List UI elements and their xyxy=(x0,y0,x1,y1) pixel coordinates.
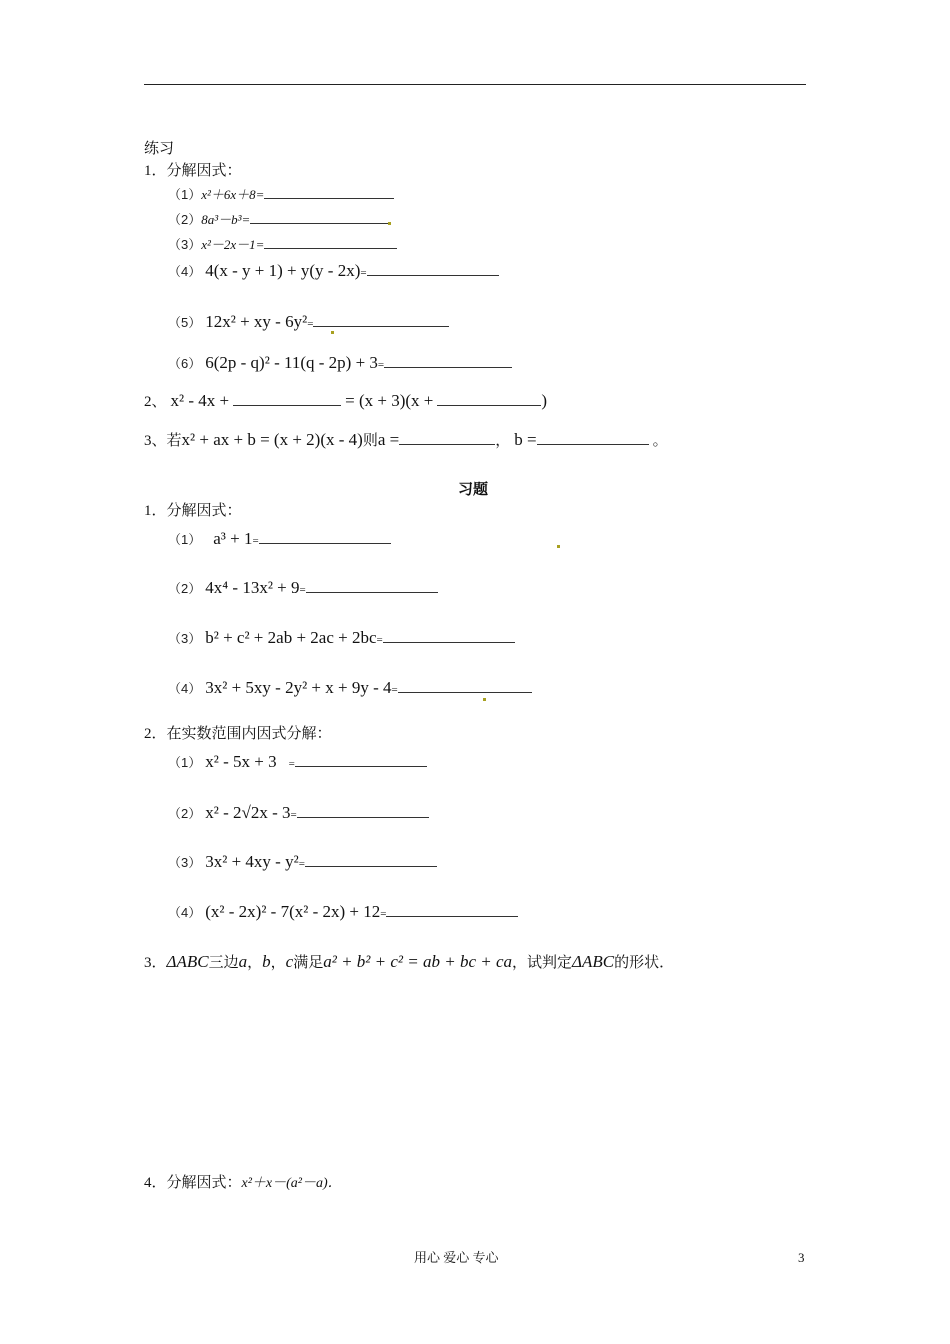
math-expression: 3x² + 5xy - 2y² + x + 9y - 4 xyxy=(205,678,392,697)
practice-q1-item-3 xyxy=(168,237,397,253)
answer-blank[interactable] xyxy=(297,817,429,818)
question-text: ，试判定 xyxy=(512,955,573,971)
math-variable: b xyxy=(262,952,271,971)
equals-sign: = xyxy=(380,908,387,920)
exercise-q1-item-1 xyxy=(168,530,391,548)
math-expression: b² + c² + 2ab + 2ac + 2bc xyxy=(205,628,377,647)
item-number: （3） xyxy=(168,631,202,646)
question-number: 3． xyxy=(144,955,167,971)
math-expression: x² - 2√2x - 3 xyxy=(205,803,291,822)
math-expression: x²－2x－1= xyxy=(201,237,265,252)
math-expression: (x² - 2x)² - 7(x² - 2x) + 12 xyxy=(205,902,381,921)
math-expression: ΔABC xyxy=(166,952,209,971)
item-number: （5） xyxy=(168,315,202,330)
header-rule xyxy=(144,84,806,85)
question-text: 三边 xyxy=(208,955,239,971)
math-expression: ) xyxy=(541,391,548,410)
practice-q1-item-2 xyxy=(168,212,388,228)
exercise-q1-item-2 xyxy=(168,579,438,597)
decorative-speck xyxy=(557,545,560,548)
punctuation: 。 xyxy=(652,433,668,449)
answer-blank[interactable] xyxy=(437,405,541,406)
answer-blank[interactable] xyxy=(264,198,394,199)
exercise-q2-item-1 xyxy=(168,753,427,771)
math-expression: x²＋x－(a²－a)． xyxy=(241,1176,342,1191)
page-number: 3 xyxy=(798,1250,805,1265)
practice-q1-item-6 xyxy=(168,354,512,372)
answer-blank[interactable] xyxy=(313,326,449,327)
math-variable: a xyxy=(238,952,248,971)
answer-blank[interactable] xyxy=(398,692,532,693)
item-number: （4） xyxy=(168,905,202,920)
equals-sign: = xyxy=(376,634,383,646)
exercise-q2-item-4 xyxy=(168,903,518,921)
question-text: 4．分解因式： xyxy=(144,1175,242,1191)
item-number: （2） xyxy=(168,212,202,227)
exercise-q2-item-3 xyxy=(168,853,437,871)
answer-blank[interactable] xyxy=(305,866,437,867)
math-expression: a = xyxy=(377,430,400,449)
practice-q2 xyxy=(144,392,547,410)
answer-blank[interactable] xyxy=(306,592,438,593)
decorative-speck xyxy=(331,331,334,334)
answer-blank[interactable] xyxy=(386,916,518,917)
math-expression: 4x⁴ - 13x² + 9 xyxy=(205,578,300,597)
answer-blank[interactable] xyxy=(399,444,495,445)
item-number: （1） xyxy=(168,187,202,202)
item-number: （2） xyxy=(168,806,202,821)
math-expression: a³ + 1 xyxy=(213,529,253,548)
equals-sign: = xyxy=(377,359,385,371)
punctuation: ， xyxy=(270,955,286,971)
practice-q1-label: 1．分解因式： xyxy=(144,163,242,179)
exercise-q2-item-2 xyxy=(168,804,429,822)
answer-blank[interactable] xyxy=(295,766,427,767)
answer-blank[interactable] xyxy=(383,642,515,643)
answer-blank[interactable] xyxy=(367,275,499,276)
equals-sign: = xyxy=(298,858,305,870)
answer-blank[interactable] xyxy=(259,543,391,544)
then-word: 则 xyxy=(362,433,378,449)
answer-blank[interactable] xyxy=(250,223,388,224)
question-number: 3、若 xyxy=(144,433,182,449)
item-number: （4） xyxy=(168,681,202,696)
equals-sign: = xyxy=(299,584,306,596)
math-expression: = (x + 3)(x + xyxy=(345,391,434,410)
math-expression: x²＋6x＋8= xyxy=(201,187,265,202)
exercise-q1-item-4 xyxy=(168,679,532,697)
math-expression: 8a³－b³= xyxy=(201,212,251,227)
answer-blank[interactable] xyxy=(537,444,649,445)
question-text: 的形状． xyxy=(614,955,675,971)
question-number: 2、 xyxy=(144,394,167,410)
equals-sign: = xyxy=(391,684,398,696)
punctuation: ， xyxy=(495,433,511,449)
math-expression: 3x² + 4xy - y² xyxy=(205,852,299,871)
exercise-q1-item-3 xyxy=(168,629,515,647)
section-heading-practice: 练习 xyxy=(144,141,175,157)
exercise-q3 xyxy=(144,953,674,971)
decorative-speck xyxy=(388,222,391,225)
equals-sign: = xyxy=(288,758,295,770)
math-expression: x² + ax + b = (x + 2)(x - 4) xyxy=(181,430,363,449)
math-expression: b = xyxy=(514,430,537,449)
item-number: （3） xyxy=(168,855,202,870)
exercise-q4 xyxy=(144,1175,342,1191)
punctuation: ， xyxy=(247,955,263,971)
item-number: （1） xyxy=(168,532,202,547)
item-number: （4） xyxy=(168,264,202,279)
answer-blank[interactable] xyxy=(264,248,397,249)
answer-blank[interactable] xyxy=(384,367,512,368)
math-expression: 6(2p - q)² - 11(q - 2p) + 3 xyxy=(205,353,378,372)
practice-q1-item-4 xyxy=(168,262,499,280)
item-number: （2） xyxy=(168,581,202,596)
footer-slogan: 用心 爱心 专心 xyxy=(414,1250,499,1265)
exercise-q2-label: 2．在实数范围内因式分解： xyxy=(144,726,332,742)
exercise-q1-label: 1．分解因式： xyxy=(144,503,242,519)
math-expression: 12x² + xy - 6y² xyxy=(205,312,308,331)
math-expression: a² + b² + c² = ab + bc + ca xyxy=(323,952,513,971)
math-expression: 4(x - y + 1) + y(y - 2x) xyxy=(205,261,361,280)
practice-q3 xyxy=(144,431,668,449)
answer-blank[interactable] xyxy=(233,405,341,406)
question-text: 满足 xyxy=(293,955,324,971)
equals-sign: = xyxy=(307,318,314,330)
item-number: （3） xyxy=(168,237,202,252)
math-variable: c xyxy=(285,952,294,971)
practice-q1-item-1 xyxy=(168,187,394,203)
item-number: （1） xyxy=(168,755,202,770)
math-expression: ΔABC xyxy=(572,952,615,971)
section-heading-exercises: 习题 xyxy=(458,481,489,498)
equals-sign: = xyxy=(252,535,259,547)
equals-sign: = xyxy=(290,809,297,821)
math-expression: x² - 4x + xyxy=(170,391,230,410)
practice-q1-item-5 xyxy=(168,313,449,331)
equals-sign: = xyxy=(360,267,367,279)
math-expression: x² - 5x + 3 xyxy=(205,752,277,771)
item-number: （6） xyxy=(168,356,202,371)
decorative-speck xyxy=(483,698,486,701)
